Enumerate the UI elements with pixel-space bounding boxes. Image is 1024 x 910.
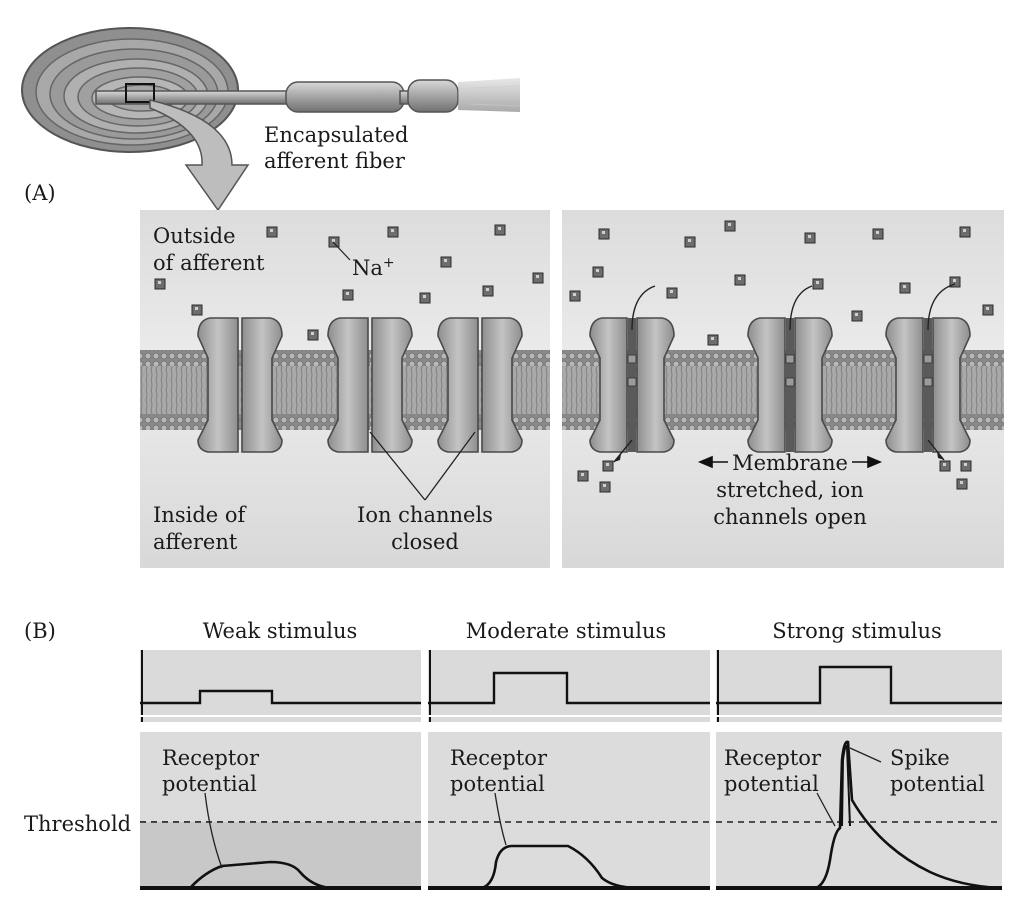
closed-label-line2: closed	[391, 530, 459, 554]
panel-b-tag: (B)	[24, 619, 56, 643]
panel-a-tag: (A)	[24, 181, 56, 205]
inside-label-line2: afferent	[153, 530, 238, 554]
open-label-line3: channels open	[713, 505, 867, 529]
ion-channel-open	[748, 318, 832, 452]
column-title-moderate: Moderate stimulus	[465, 619, 667, 643]
closed-label-line1: Ion channels	[357, 503, 493, 527]
open-label-line1: Membrane	[732, 451, 848, 475]
spike-label-line2: potential	[890, 772, 985, 796]
stimulus-panel	[140, 650, 421, 722]
threshold-label: Threshold	[24, 812, 132, 836]
open-label-line2: stretched, ion	[716, 478, 864, 502]
ion-channel-open	[590, 318, 674, 452]
outside-label-line2: of afferent	[153, 251, 265, 275]
column-title-weak: Weak stimulus	[202, 619, 358, 643]
weak-receptor-label-line1: Receptor	[162, 746, 259, 770]
column-title-strong: Strong stimulus	[772, 619, 942, 643]
ion-channel-open	[886, 318, 970, 452]
fiber-label-line2: afferent fiber	[264, 149, 405, 173]
fiber-label-line1: Encapsulated	[264, 123, 409, 147]
stimulus-response-traces	[140, 650, 1002, 890]
moderate-receptor-label-line2: potential	[450, 772, 545, 796]
spike-label-line1: Spike	[890, 746, 950, 770]
na-ion-label: Na+	[352, 255, 395, 280]
stimulus-panel	[716, 650, 1002, 722]
stimulus-panel	[428, 650, 710, 722]
strong-receptor-label-line2: potential	[724, 772, 819, 796]
outside-label-line1: Outside	[153, 224, 236, 248]
weak-receptor-label-line2: potential	[162, 772, 257, 796]
moderate-receptor-label-line1: Receptor	[450, 746, 547, 770]
inside-label-line1: Inside of	[153, 503, 246, 527]
strong-receptor-label-line1: Receptor	[724, 746, 821, 770]
